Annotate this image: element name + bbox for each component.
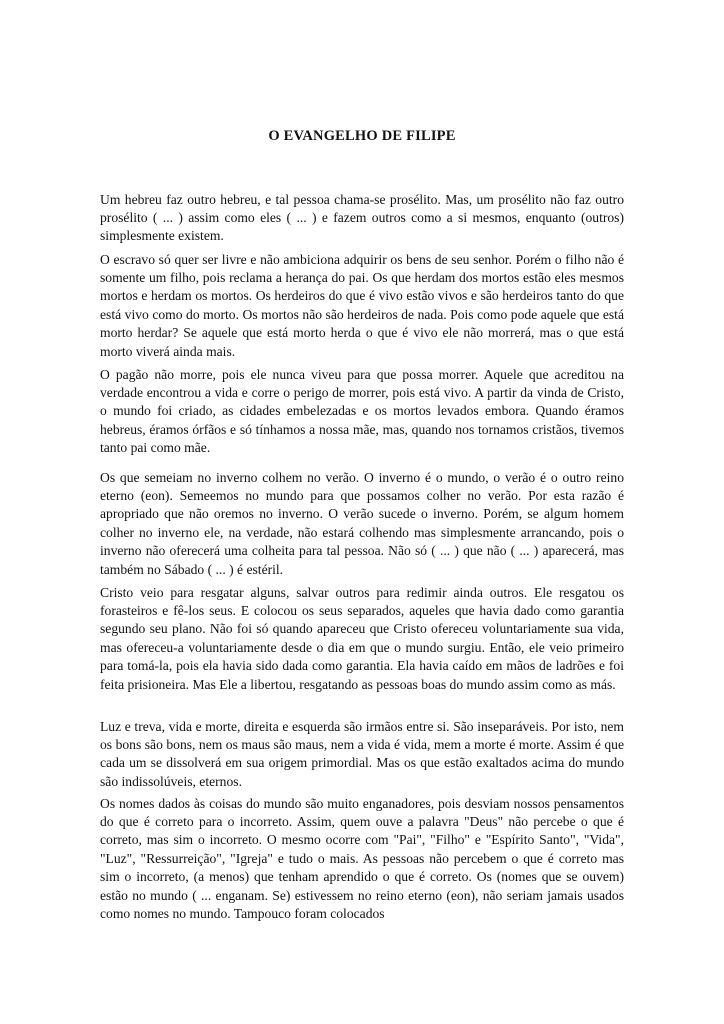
paragraph-2: O escravo só quer ser livre e não ambiciona adquirir os bens de seu senhor. Porém o filho não é somente um filho, pois reclama a herança do pai. Os que herdam dos mortos estão eles mesmos mortos e herdam os mortos. Os herdeiros do que é vivo estão vivos e são herdeiros tanto do que está vivo como do morto. Os mortos não são herdeiros de nada. Pois como pode aquele que está morto herdar? Se aquele que está morto herda o que é vivo ele não morrerá, mas o que está morto viverá ainda mais. xyxy=(100,251,624,359)
document-title: O EVANGELHO DE FILIPE xyxy=(268,128,456,144)
paragraph-1: Um hebreu faz outro hebreu, e tal pessoa chama-se prosélito. Mas, um prosélito não faz outro prosélito ( ... ) assim como eles ( ... ) e fazem outros como a si mesmos, enquanto (outros) simplesmente existem. xyxy=(100,191,624,244)
paragraph-5: Cristo veio para resgatar alguns, salvar outros para redimir ainda outros. Ele resgatou os forasteiros e fê-los seus. E colocou os seus separados, aqueles que havia dado como garantia segundo seu plano. Não foi só quando apareceu que Cristo ofereceu voluntariamente sua vida, mas ofereceu-a voluntariamente desde o dia em que o mundo surgiu. Então, ele veio primeiro para tomá-la, pois ela havia sido dada como garantia. Ela havia caído em mãos de ladrões e foi feita prisioneira. Mas Ele a libertou, resgatando as pessoas boas do mundo assim como as más. xyxy=(100,584,624,692)
paragraph-4: Os que semeiam no inverno colhem no verão. O inverno é o mundo, o verão é o outro reino eterno (eon). Semeemos no mundo para que possamos colher no verão. Por esta razão é apropriado que não oremos no inverno. O verão sucede o inverno. Porém, se algum homem colher no inverno ele, na verdade, não estará colhendo mas simplesmente arrancando, pois o inverno não oferecerá uma colheita para tal pessoa. Não só ( ... ) que não ( ... ) aparecerá, mas também no Sábado ( ... ) é estéril. xyxy=(100,469,624,577)
paragraph-6: Luz e treva, vida e morte, direita e esquerda são irmãos entre si. São inseparáveis. Por isto, nem os bons são bons, nem os maus são maus, nem a vida é vida, mem a morte é morte. Assim é que cada um se dissolverá em sua origem primordial. Mas os que estão exaltados acima do mundo são indissolúveis, eternos. xyxy=(100,718,624,789)
paragraph-3: O pagão não morre, pois ele nunca viveu para que possa morrer. Aquele que acreditou na verdade encontrou a vida e corre o perigo de morrer, pois está vivo. A partir da vinda de Cristo, o mundo foi criado, as cidades embelezadas e os mortos levados embora. Quando éramos hebreus, éramos órfãos e só tínhamos a nossa mãe, mas, quando nos tornamos cristãos, tivemos tanto pai como mãe. xyxy=(100,366,624,456)
paragraph-7: Os nomes dados às coisas do mundo são muito enganadores, pois desviam nossos pensamentos do que é correto para o incorreto. Assim, quem ouve a palavra "Deus" não percebe o que é correto, mas sim o incorreto. O mesmo ocorre com "Pai", "Filho" e "Espírito Santo", "Vida", "Luz", "Ressurreição", "Igreja" e tudo o mais. As pessoas não percebem o que é correto mas sim o incorreto, (a menos) que tenham aprendido o que é correto. Os (nomes que se ouvem) estão no mundo ( ... enganam. Se) estivessem no reino eterno (eon), não seriam jamais usados como nomes no mundo. Tampouco foram colocados xyxy=(100,795,624,922)
